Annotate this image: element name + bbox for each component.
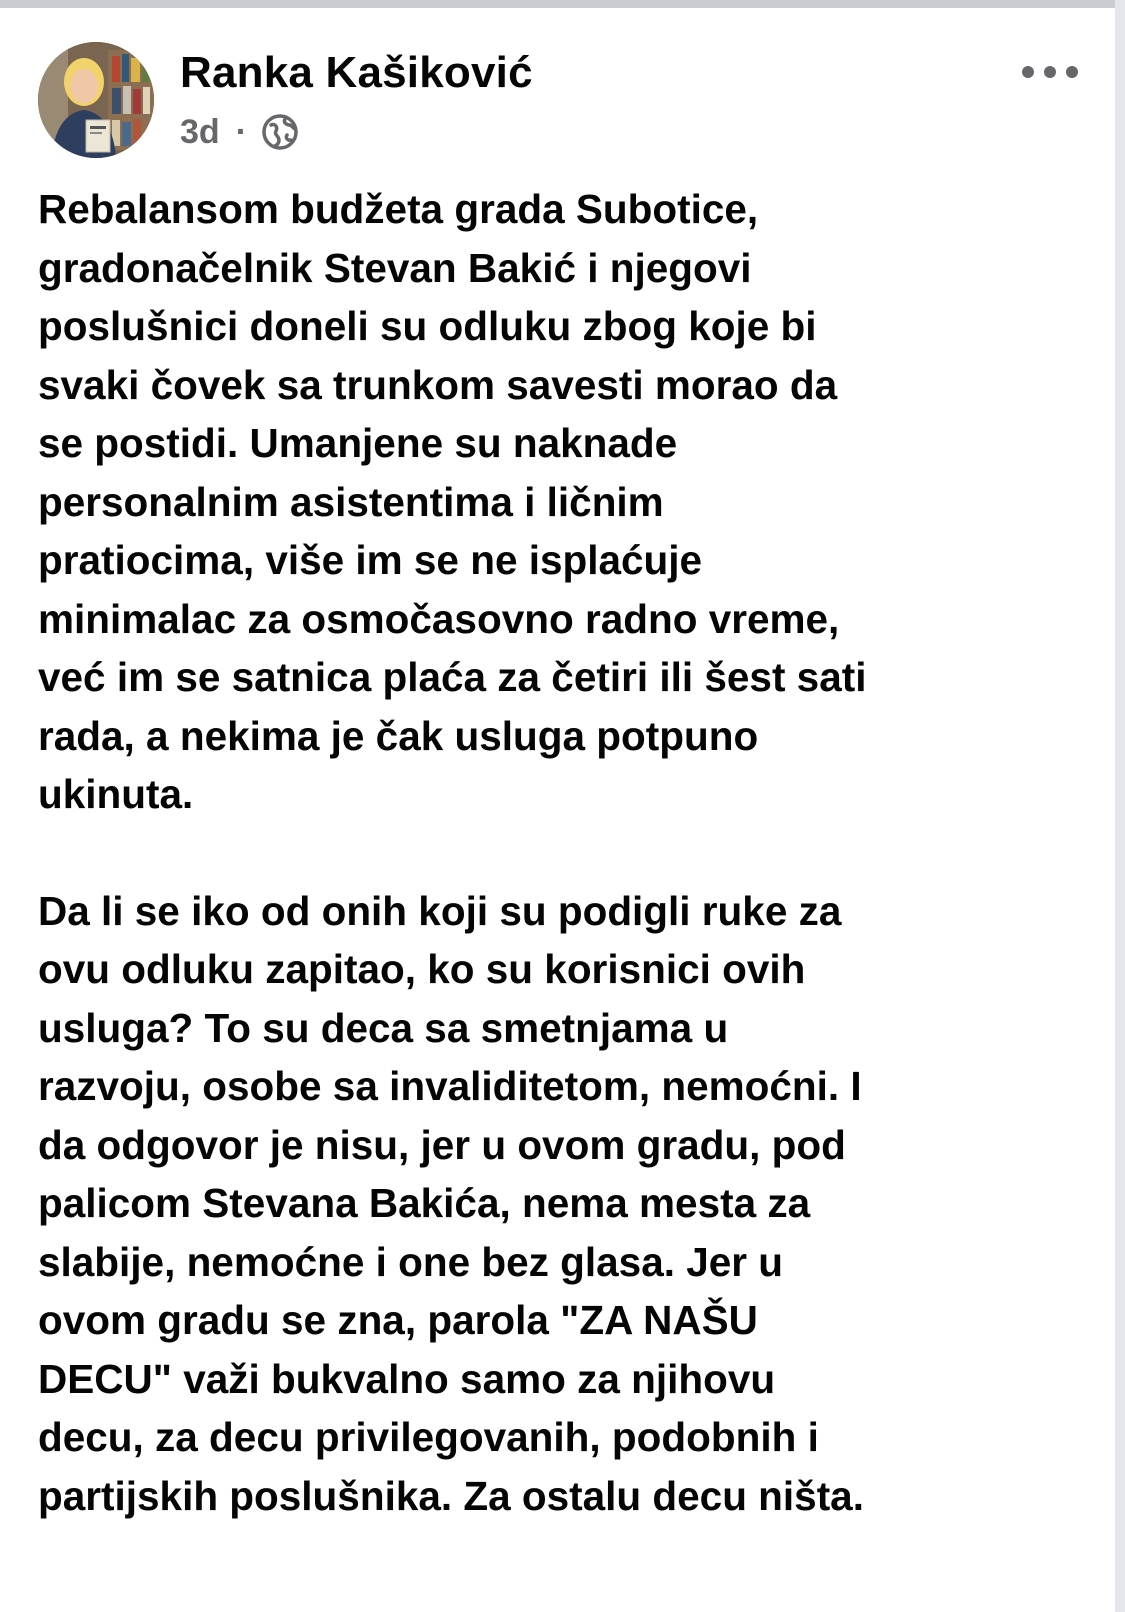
- post-line: Rebalansom budžeta grada Subotice,: [38, 186, 759, 232]
- post-line: partijskih poslušnika. Za ostalu decu ništa.: [38, 1472, 864, 1519]
- post-paragraph: [38, 180, 1078, 824]
- post-line: razvoju, osobe sa invaliditetom, nemoćni. I: [38, 1063, 862, 1109]
- author-name[interactable]: Ranka Kašiković: [180, 48, 533, 97]
- post-line: već im se satnica plaća za četiri ili šest sati: [38, 654, 867, 700]
- post-text: [38, 180, 1078, 1525]
- post-meta: [180, 110, 299, 154]
- post-line: pratiocima, više im se ne isplaćuje: [38, 537, 703, 583]
- post-line: usluga? To su deca sa smetnjama u: [38, 1004, 729, 1051]
- post-line: poslušnici doneli su odluku zbog koje bi: [38, 303, 817, 349]
- post-line: DECU" važi bukvalno samo za njihovu: [38, 1355, 776, 1402]
- post-line: svaki čovek sa trunkom savesti morao da: [38, 361, 838, 408]
- top-divider: [0, 0, 1125, 8]
- post-header: [38, 40, 1078, 160]
- post-line: da odgovor je nisu, jer u ovom gradu, pod: [38, 1121, 846, 1168]
- post-line: ovu odluku zapitao, ko su korisnici ovih: [38, 946, 806, 992]
- post-line: decu, za decu privilegovanih, podobnih i: [38, 1414, 819, 1460]
- post-line: slabije, nemoćne i one bez glasa. Jer u: [38, 1238, 784, 1285]
- post-line: minimalac za osmočasovno radno vreme,: [38, 595, 840, 642]
- scrollbar-track[interactable]: [1115, 0, 1125, 1612]
- post-line: gradonačelnik Stevan Bakić i njegovi: [38, 244, 752, 291]
- more-horizontal-icon: [1066, 66, 1078, 78]
- post-line: ukinuta.: [38, 771, 194, 817]
- post-line: se postidi. Umanjene su naknade: [38, 420, 678, 466]
- more-horizontal-icon: [1022, 66, 1034, 78]
- post-line: ovom gradu se zna, parola "ZA NAŠU: [38, 1297, 758, 1343]
- more-options-button[interactable]: [1022, 60, 1078, 84]
- post-line: personalnim asistentima i ličnim: [38, 478, 664, 525]
- more-horizontal-icon: [1044, 66, 1056, 78]
- globe-icon[interactable]: [261, 113, 299, 151]
- post-line: palicom Stevana Bakića, nema mesta za: [38, 1180, 811, 1226]
- post-paragraph: [38, 882, 1078, 1526]
- avatar[interactable]: [38, 42, 154, 158]
- post-line: Da li se iko od onih koji su podigli ruke za: [38, 887, 842, 934]
- timestamp[interactable]: 3d: [180, 112, 220, 151]
- meta-separator: ·: [235, 112, 248, 151]
- post-line: rada, a nekima je čak usluga potpuno: [38, 712, 759, 759]
